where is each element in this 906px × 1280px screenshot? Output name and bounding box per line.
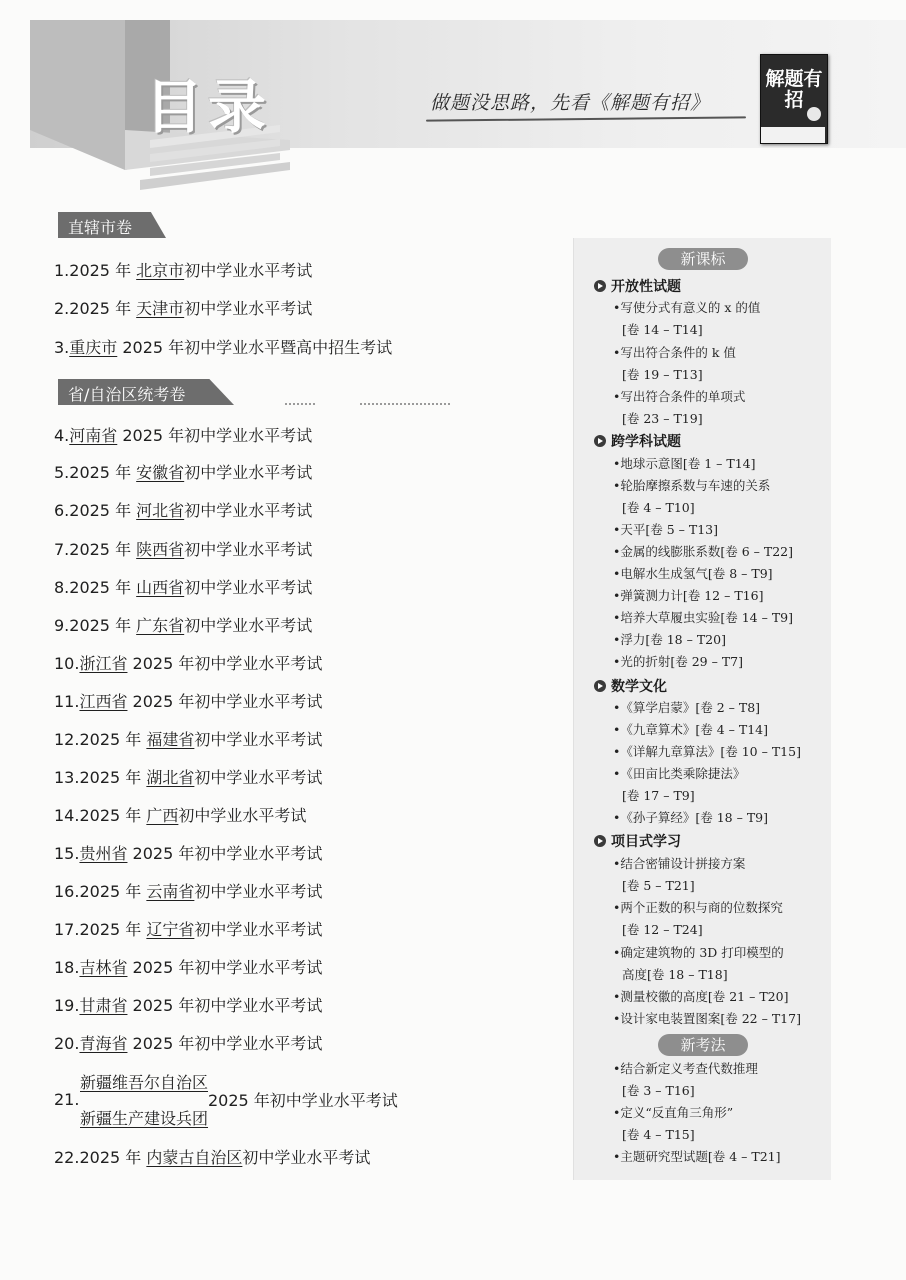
panel-line: •轮胎摩擦系数与车速的关系 bbox=[613, 478, 771, 493]
toc-num: 21. bbox=[54, 1090, 80, 1109]
panel-line: 高度[卷 18 – T18] bbox=[622, 967, 728, 982]
book-cover bbox=[760, 54, 828, 144]
panel-line: •主题研究型试题[卷 4 – T21] bbox=[613, 1149, 781, 1164]
toc-item-3[interactable]: 3.重庆市 2025 年初中学业水平暨高中招生考试 bbox=[54, 338, 393, 357]
book-title: 解题有招 bbox=[765, 68, 823, 111]
panel-line: [卷 5 – T21] bbox=[622, 878, 695, 893]
play-bullet-icon bbox=[594, 280, 606, 292]
panel-line: •两个正数的积与商的位数探究 bbox=[613, 900, 783, 915]
panel-line: •弹簧测力计[卷 12 – T16] bbox=[613, 588, 764, 603]
play-bullet-icon bbox=[594, 680, 606, 692]
panel-line: [卷 12 – T24] bbox=[622, 922, 703, 937]
panel-line: •设计家电装置图案[卷 22 – T17] bbox=[613, 1011, 801, 1026]
panel-line: •定义“反直角三角形” bbox=[613, 1105, 734, 1120]
panel-line: •测量校徽的高度[卷 21 – T20] bbox=[613, 989, 789, 1004]
title-char-lu: 录 bbox=[208, 73, 269, 141]
place-bingtuan: 新疆生产建设兵团 bbox=[80, 1109, 209, 1128]
panel-line: •《九章算术》[卷 4 – T14] bbox=[613, 722, 768, 737]
toc-text: 2025 年初中学业水平考试 bbox=[208, 1091, 398, 1110]
slogan: 做题没思路，先看《解题有招》 bbox=[430, 92, 711, 114]
panel-line: •写出符合条件的单项式 bbox=[613, 389, 746, 404]
panel-line: •《详解九章算法》[卷 10 – T15] bbox=[613, 744, 801, 759]
toc-item-7[interactable]: 7.2025 年 陕西省初中学业水平考试 bbox=[54, 540, 313, 559]
panel-line: •写出符合条件的 k 值 bbox=[613, 345, 736, 360]
panel-line: •金属的线膨胀系数[卷 6 – T22] bbox=[613, 544, 793, 559]
toc-item-17[interactable]: 17.2025 年 辽宁省初中学业水平考试 bbox=[54, 920, 323, 939]
panel-line: •培养大草履虫实验[卷 14 – T9] bbox=[613, 610, 793, 625]
toc-item-20[interactable]: 20.青海省 2025 年初中学业水平考试 bbox=[54, 1034, 323, 1053]
category-math-culture: 数学文化 bbox=[594, 676, 667, 696]
toc-item-1[interactable]: 1.2025 年 北京市初中学业水平考试 bbox=[54, 261, 313, 280]
toc-item-16[interactable]: 16.2025 年 云南省初中学业水平考试 bbox=[54, 882, 323, 901]
toc-item-13[interactable]: 13.2025 年 湖北省初中学业水平考试 bbox=[54, 768, 323, 787]
toc-item-22[interactable]: 22.2025 年 内蒙古自治区初中学业水平考试 bbox=[54, 1148, 371, 1167]
toc-item-11[interactable]: 11.江西省 2025 年初中学业水平考试 bbox=[54, 692, 323, 711]
toc-item-8[interactable]: 8.2025 年 山西省初中学业水平考试 bbox=[54, 578, 313, 597]
panel-line: [卷 4 – T10] bbox=[622, 500, 695, 515]
panel-line: •浮力[卷 18 – T20] bbox=[613, 632, 726, 647]
section-tag-provincial bbox=[58, 379, 234, 405]
book-badge-icon bbox=[807, 107, 821, 121]
book-cover-footer bbox=[761, 127, 825, 143]
play-bullet-icon bbox=[594, 835, 606, 847]
panel-line: •结合新定义考查代数推理 bbox=[613, 1061, 758, 1076]
category-open: 开放性试题 bbox=[594, 276, 681, 296]
panel-line: •电解水生成氢气[卷 8 – T9] bbox=[613, 566, 773, 581]
category-interdisciplinary: 跨学科试题 bbox=[594, 431, 681, 451]
panel-line: •写使分式有意义的 x 的值 bbox=[613, 300, 761, 315]
toc-item-14[interactable]: 14.2025 年 广西初中学业水平考试 bbox=[54, 806, 307, 825]
panel-line: [卷 4 – T15] bbox=[622, 1127, 695, 1142]
toc-item-18[interactable]: 18.吉林省 2025 年初中学业水平考试 bbox=[54, 958, 323, 977]
toc-item-10[interactable]: 10.浙江省 2025 年初中学业水平考试 bbox=[54, 654, 323, 673]
panel-line: •确定建筑物的 3D 打印模型的 bbox=[613, 945, 784, 960]
panel-line: [卷 17 – T9] bbox=[622, 788, 695, 803]
dotted-rule bbox=[360, 403, 450, 405]
toc-item-15[interactable]: 15.贵州省 2025 年初中学业水平考试 bbox=[54, 844, 323, 863]
toc-item-12[interactable]: 12.2025 年 福建省初中学业水平考试 bbox=[54, 730, 323, 749]
panel-line: •光的折射[卷 29 – T7] bbox=[613, 654, 743, 669]
section-tag-municipal bbox=[58, 212, 166, 238]
panel-line: •结合密铺设计拼接方案 bbox=[613, 856, 746, 871]
dotted-rule bbox=[285, 403, 315, 405]
panel-line: [卷 3 – T16] bbox=[622, 1083, 695, 1098]
panel-line: [卷 19 – T13] bbox=[622, 367, 703, 382]
banner-new-exam: 新考法 bbox=[658, 1034, 748, 1056]
toc-item-2[interactable]: 2.2025 年 天津市初中学业水平考试 bbox=[54, 299, 313, 318]
category-project: 项目式学习 bbox=[594, 831, 681, 851]
toc-item-6[interactable]: 6.2025 年 河北省初中学业水平考试 bbox=[54, 501, 313, 520]
panel-line: •《孙子算经》[卷 18 – T9] bbox=[613, 810, 768, 825]
page-header bbox=[0, 0, 906, 190]
toc-item-4[interactable]: 4.河南省 2025 年初中学业水平考试 bbox=[54, 426, 313, 445]
toc-item-9[interactable]: 9.2025 年 广东省初中学业水平考试 bbox=[54, 616, 313, 635]
title-char-mu: 目 bbox=[145, 73, 206, 141]
panel-line: •地球示意图[卷 1 – T14] bbox=[613, 456, 756, 471]
panel-line: [卷 23 – T19] bbox=[622, 411, 703, 426]
panel-line: •《田亩比类乘除捷法》 bbox=[613, 766, 746, 781]
banner-new-standard: 新课标 bbox=[658, 248, 748, 270]
panel-line: •天平[卷 5 – T13] bbox=[613, 522, 718, 537]
section-label: 直辖市卷 bbox=[68, 218, 133, 237]
toc-item-5[interactable]: 5.2025 年 安徽省初中学业水平考试 bbox=[54, 463, 313, 482]
panel-line: [卷 14 – T14] bbox=[622, 322, 703, 337]
play-bullet-icon bbox=[594, 435, 606, 447]
toc-item-19[interactable]: 19.甘肃省 2025 年初中学业水平考试 bbox=[54, 996, 323, 1015]
panel-line: •《算学启蒙》[卷 2 – T8] bbox=[613, 700, 761, 715]
section-label: 省/自治区统考卷 bbox=[68, 385, 186, 404]
place-xinjiang: 新疆维吾尔自治区 bbox=[80, 1073, 209, 1092]
